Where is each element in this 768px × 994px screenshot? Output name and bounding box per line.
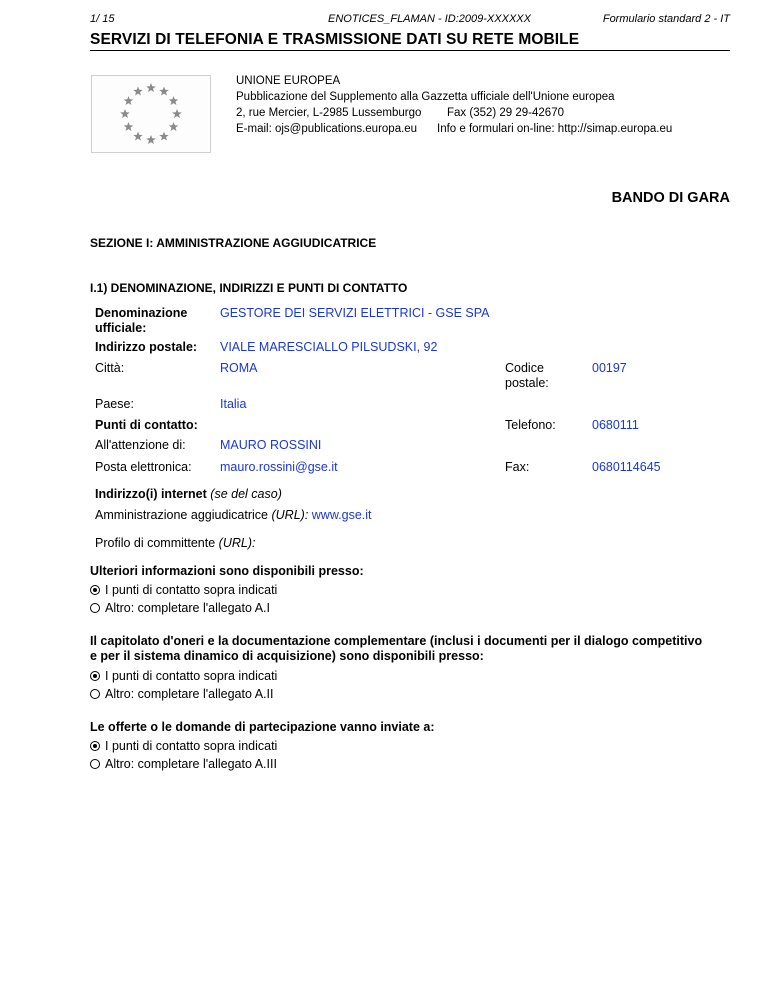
attention-value: MAURO ROSSINI bbox=[220, 438, 322, 452]
subsection-heading: I.1) DENOMINAZIONE, INDIRIZZI E PUNTI DI CONTATTO bbox=[90, 281, 408, 295]
form-type: Formulario standard 2 - IT bbox=[602, 13, 730, 25]
contracting-authority-url-row: Amministrazione aggiudicatrice (URL): www.gse.it bbox=[95, 508, 372, 522]
contracting-authority-url[interactable]: www.gse.it bbox=[311, 508, 372, 522]
document-id: ENOTICES_FLAMAN - ID:2009-XXXXXX bbox=[328, 13, 531, 25]
buyer-profile-row: Profilo di committente (URL): bbox=[95, 536, 256, 550]
documents-option-other[interactable]: Altro: completare l'allegato A.II bbox=[90, 687, 273, 701]
phone-label: Telefono: bbox=[505, 418, 556, 432]
postal-code-label: Codice postale: bbox=[505, 361, 549, 390]
eu-publication: Pubblicazione del Supplemento alla Gazzetta ufficiale dell'Unione europea bbox=[236, 91, 615, 103]
postal-address-label: Indirizzo postale: bbox=[95, 340, 198, 354]
postal-address-value: VIALE MARESCIALLO PILSUDSKI, 92 bbox=[220, 340, 438, 354]
email-label: Posta elettronica: bbox=[95, 460, 192, 474]
country-label: Paese: bbox=[95, 397, 134, 411]
title-divider bbox=[90, 50, 730, 51]
eu-stars-icon bbox=[92, 76, 210, 152]
documents-option-contacts[interactable]: I punti di contatto sopra indicati bbox=[90, 669, 277, 683]
eu-address: 2, rue Mercier, L-2985 Lussemburgo bbox=[236, 107, 422, 119]
eu-fax: Fax (352) 29 29-42670 bbox=[447, 107, 564, 119]
radio-selected-icon[interactable] bbox=[90, 585, 100, 595]
eu-star-icon bbox=[124, 122, 134, 131]
offers-question: Le offerte o le domande di partecipazione vanno inviate a: bbox=[90, 720, 435, 734]
eu-star-icon bbox=[169, 96, 179, 105]
eu-star-icon bbox=[159, 132, 169, 141]
further-info-option-other[interactable]: Altro: completare l'allegato A.I bbox=[90, 601, 270, 615]
city-label: Città: bbox=[95, 361, 125, 375]
phone-value: 0680111 bbox=[592, 418, 639, 432]
eu-email: E-mail: ojs@publications.europa.eu bbox=[236, 123, 418, 135]
country-value: Italia bbox=[220, 397, 247, 411]
contact-points-label: Punti di contatto: bbox=[95, 418, 198, 432]
radio-empty-icon[interactable] bbox=[90, 689, 100, 699]
eu-star-icon bbox=[124, 96, 134, 105]
section-heading: SEZIONE I: AMMINISTRAZIONE AGGIUDICATRICE bbox=[90, 236, 377, 250]
official-name-value: GESTORE DEI SERVIZI ELETTRICI - GSE SPA bbox=[220, 306, 490, 320]
eu-star-icon bbox=[120, 109, 130, 118]
document-type-heading: BANDO DI GARA bbox=[611, 190, 730, 206]
page-number: 1/ 15 bbox=[90, 13, 115, 25]
eu-flag-logo bbox=[91, 75, 211, 153]
eu-website: Info e formulari on-line: http://simap.europa.eu bbox=[437, 123, 673, 135]
attention-label: All'attenzione di: bbox=[95, 438, 186, 452]
further-info-question: Ulteriori informazioni sono disponibili presso: bbox=[90, 564, 364, 578]
email-value[interactable]: mauro.rossini@gse.it bbox=[220, 460, 338, 474]
radio-empty-icon[interactable] bbox=[90, 759, 100, 769]
fax-value: 0680114645 bbox=[592, 460, 661, 474]
offers-option-other[interactable]: Altro: completare l'allegato A.III bbox=[90, 757, 277, 771]
city-value: ROMA bbox=[220, 361, 258, 375]
eu-star-icon bbox=[172, 109, 182, 118]
radio-selected-icon[interactable] bbox=[90, 671, 100, 681]
eu-star-icon bbox=[146, 135, 156, 144]
further-info-option-contacts[interactable]: I punti di contatto sopra indicati bbox=[90, 583, 277, 597]
eu-star-icon bbox=[146, 83, 156, 92]
offers-option-contacts[interactable]: I punti di contatto sopra indicati bbox=[90, 739, 277, 753]
official-name-label: Denominazione ufficiale: bbox=[95, 306, 188, 335]
notice-title: SERVIZI DI TELEFONIA E TRASMISSIONE DATI SU RETE MOBILE bbox=[90, 31, 580, 48]
internet-heading: Indirizzo(i) internet (se del caso) bbox=[95, 487, 282, 501]
eu-name: UNIONE EUROPEA bbox=[236, 75, 341, 87]
eu-star-icon bbox=[159, 86, 169, 95]
eu-star-icon bbox=[133, 132, 143, 141]
postal-code-value: 00197 bbox=[592, 361, 627, 375]
documents-question: Il capitolato d'oneri e la documentazione complementare (inclusi i documenti per il dialogo competitivo e per il sistema dinamico di acquisizione) sono disponibili presso: bbox=[90, 634, 703, 663]
fax-label: Fax: bbox=[505, 460, 530, 474]
radio-selected-icon[interactable] bbox=[90, 741, 100, 751]
eu-star-icon bbox=[169, 122, 179, 131]
radio-empty-icon[interactable] bbox=[90, 603, 100, 613]
eu-star-icon bbox=[133, 86, 143, 95]
